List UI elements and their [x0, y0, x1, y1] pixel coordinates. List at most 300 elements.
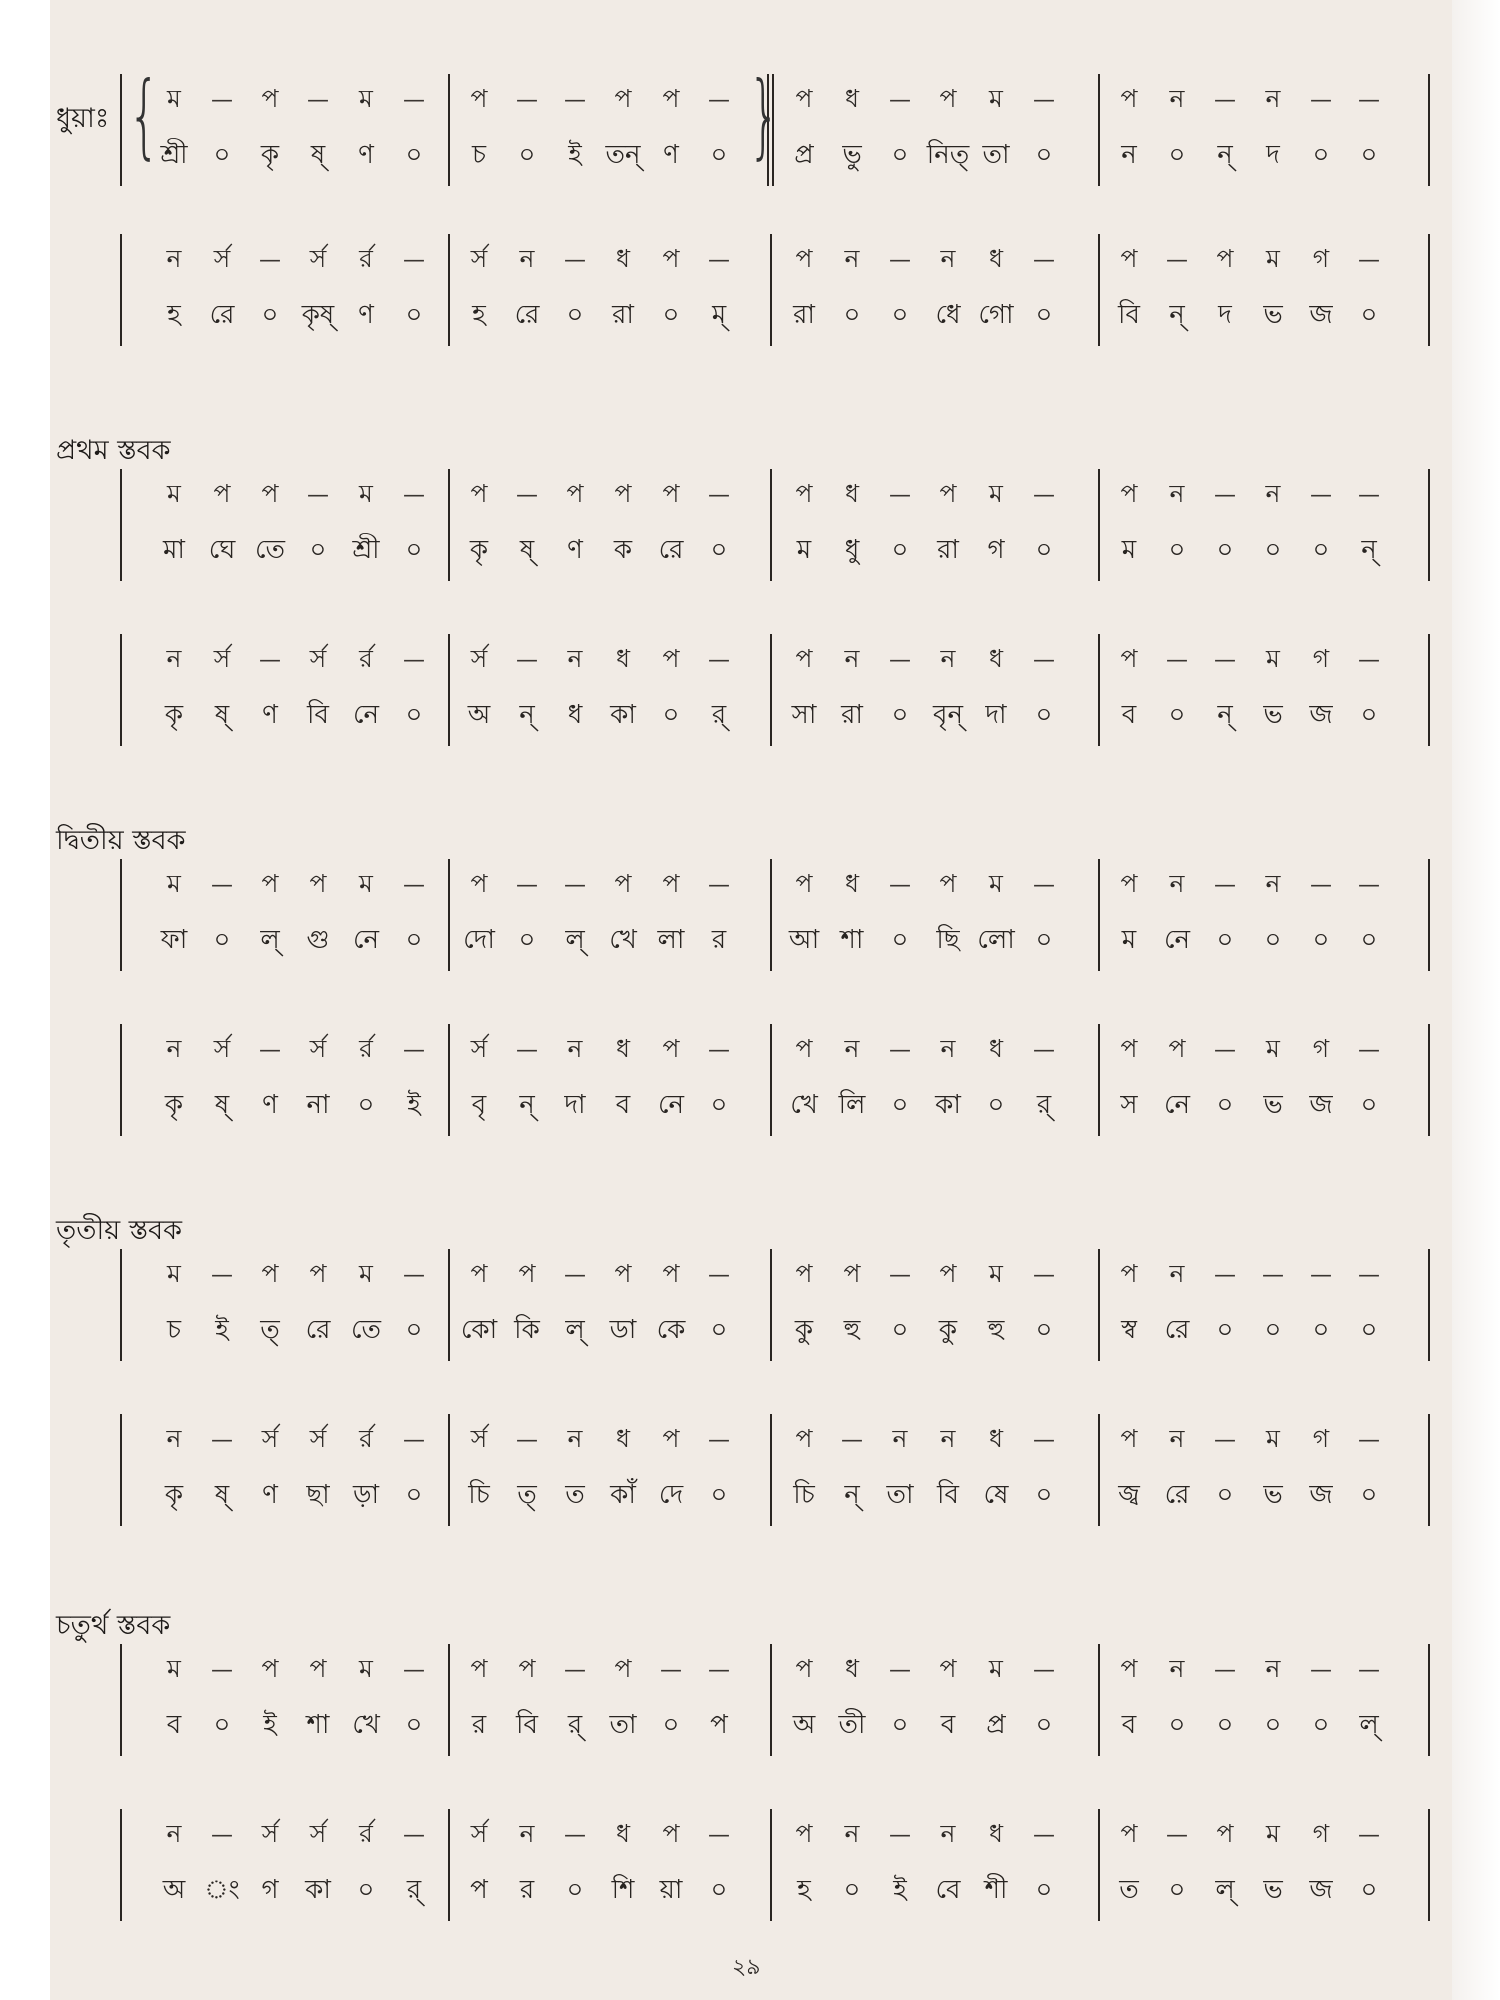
sustain-dash: —: [403, 1427, 425, 1453]
sustain-dash: —: [211, 1822, 233, 1848]
lyric-syllable: ০: [1216, 535, 1234, 565]
lyric-syllable: দা: [985, 700, 1007, 730]
sustain-dash: —: [889, 87, 911, 113]
swara-note: প: [614, 1258, 632, 1288]
swara-note: ধ: [988, 243, 1003, 273]
swara-note: ন: [519, 243, 535, 273]
sustain-dash: —: [1310, 1262, 1332, 1288]
lyric-syllable: ত্: [517, 1480, 537, 1510]
lyric-syllable: ম: [1121, 535, 1137, 565]
lyric-syllable: ০: [1168, 140, 1186, 170]
lyric-syllable: প্র: [794, 140, 814, 170]
lyric-syllable: নে: [1163, 1090, 1191, 1120]
swara-note: র্স: [213, 243, 231, 273]
swara-note: র্স: [309, 1033, 327, 1063]
barline: [770, 234, 772, 346]
lyric-syllable: চ: [166, 1315, 182, 1345]
lyric-syllable: ০: [710, 1480, 728, 1510]
sustain-dash: —: [1166, 647, 1188, 673]
swara-note: ধ: [844, 1653, 859, 1683]
swara-note: প: [518, 1258, 536, 1288]
lyric-syllable: ০: [891, 300, 909, 330]
lyric-syllable: বে: [935, 1875, 961, 1905]
barline: [1428, 1414, 1430, 1526]
sustain-dash: —: [564, 1657, 586, 1683]
lyric-syllable: ০: [1264, 1710, 1282, 1740]
swara-note: ন: [1265, 478, 1281, 508]
sustain-dash: —: [403, 1037, 425, 1063]
swara-note: ম: [989, 478, 1003, 508]
lyric-syllable: চি: [468, 1480, 490, 1510]
swara-note: প: [1120, 1258, 1138, 1288]
lyric-syllable: ০: [1035, 925, 1053, 955]
lyric-syllable: ০: [1312, 140, 1330, 170]
sustain-dash: —: [1358, 1657, 1380, 1683]
sustain-dash: —: [1033, 647, 1055, 673]
swara-note: ন: [1169, 868, 1185, 898]
swara-note: ম: [359, 83, 373, 113]
sustain-dash: —: [841, 1427, 863, 1453]
sustain-dash: —: [1033, 872, 1055, 898]
section-heading: তৃতীয় স্তবক: [56, 1215, 183, 1246]
lyric-syllable: প: [710, 1710, 728, 1740]
lyric-syllable: তে: [254, 535, 286, 565]
swara-note: প: [1120, 478, 1138, 508]
lyric-syllable: রে: [305, 1315, 331, 1345]
section-heading: প্রথম স্তবক: [56, 435, 171, 466]
lyric-syllable: হ: [472, 300, 486, 330]
lyric-syllable: ড়া: [352, 1480, 380, 1510]
lyric-syllable: ০: [1168, 700, 1186, 730]
swara-note: র্র: [359, 1423, 373, 1453]
sustain-dash: —: [1033, 1262, 1055, 1288]
barline: [1428, 469, 1430, 581]
sustain-dash: —: [889, 1262, 911, 1288]
swara-note: র্স: [261, 1423, 279, 1453]
lyric-syllable: ণ: [663, 140, 679, 170]
sustain-dash: —: [1214, 1427, 1236, 1453]
sustain-dash: —: [259, 247, 281, 273]
sustain-dash: —: [516, 872, 538, 898]
swara-note: প: [939, 478, 957, 508]
swara-note: প: [261, 478, 279, 508]
lyric-syllable: গ: [261, 1875, 279, 1905]
lyric-syllable: ০: [843, 1875, 861, 1905]
swara-note: প: [662, 1818, 680, 1848]
lyric-syllable: ০: [566, 1875, 584, 1905]
lyric-syllable: ০: [1035, 700, 1053, 730]
swara-note: প: [261, 868, 279, 898]
swara-note: প: [261, 1258, 279, 1288]
swara-note: গ: [1312, 1423, 1330, 1453]
swara-note: ম: [359, 1258, 373, 1288]
barline: [1428, 859, 1430, 971]
lyric-syllable: ল্: [565, 925, 585, 955]
lyric-syllable: ন্: [1169, 300, 1185, 330]
swara-note: প: [470, 1653, 488, 1683]
right-brace: }: [748, 62, 781, 169]
swara-note: প: [662, 243, 680, 273]
lyric-syllable: ই: [568, 140, 582, 170]
left-brace: {: [128, 62, 161, 169]
lyric-syllable: ০: [309, 535, 327, 565]
swara-note: ধ: [844, 868, 859, 898]
swara-note: ন: [166, 1818, 182, 1848]
sustain-dash: —: [211, 1657, 233, 1683]
lyric-syllable: খে: [352, 1710, 380, 1740]
lyric-syllable: ০: [1216, 1710, 1234, 1740]
lyric-syllable: নে: [657, 1090, 685, 1120]
sustain-dash: —: [1358, 1822, 1380, 1848]
lyric-syllable: ০: [1360, 300, 1378, 330]
lyric-syllable: বি: [307, 700, 329, 730]
lyric-syllable: ০: [662, 700, 680, 730]
swara-note: ধ: [988, 643, 1003, 673]
lyric-syllable: ০: [566, 300, 584, 330]
lyric-syllable: ভ: [1263, 700, 1283, 730]
sustain-dash: —: [564, 247, 586, 273]
lyric-syllable: ঘে: [208, 535, 236, 565]
swara-note: ম: [167, 1653, 181, 1683]
swara-note: প: [795, 1423, 813, 1453]
swara-note: ম: [989, 868, 1003, 898]
lyric-syllable: ০: [1360, 1480, 1378, 1510]
lyric-syllable: ০: [1360, 700, 1378, 730]
barline: [770, 469, 772, 581]
swara-note: প: [261, 83, 279, 113]
lyric-syllable: গ: [987, 535, 1005, 565]
sustain-dash: —: [1310, 1657, 1332, 1683]
swara-note: ন: [1265, 83, 1281, 113]
lyric-syllable: ষ্: [214, 1090, 230, 1120]
lyric-syllable: ষে: [983, 1480, 1009, 1510]
lyric-syllable: কে: [656, 1315, 686, 1345]
section-heading: দ্বিতীয় স্তবক: [56, 825, 186, 856]
swara-note: ন: [1169, 83, 1185, 113]
swara-note: র্র: [359, 243, 373, 273]
swara-note: ন: [940, 643, 956, 673]
swara-note: ন: [940, 1033, 956, 1063]
sustain-dash: —: [1310, 482, 1332, 508]
lyric-syllable: ০: [891, 925, 909, 955]
sustain-dash: —: [1310, 87, 1332, 113]
lyric-syllable: শী: [984, 1875, 1008, 1905]
barline: [448, 859, 450, 971]
swara-note: প: [795, 478, 813, 508]
barline: [448, 1249, 450, 1361]
swara-note: গ: [1312, 243, 1330, 273]
lyric-syllable: আ: [788, 925, 820, 955]
lyric-syllable: ০: [405, 535, 423, 565]
swara-note: প: [470, 868, 488, 898]
lyric-syllable: রে: [1164, 1315, 1190, 1345]
swara-note: প: [1168, 1033, 1186, 1063]
swara-note: ন: [844, 643, 860, 673]
sustain-dash: —: [1358, 247, 1380, 273]
sustain-dash: —: [1033, 1657, 1055, 1683]
barline: [770, 1809, 772, 1921]
swara-note: গ: [1312, 1033, 1330, 1063]
swara-note: ধ: [988, 1033, 1003, 1063]
lyric-syllable: ষ্: [214, 700, 230, 730]
sustain-dash: —: [1214, 1262, 1236, 1288]
lyric-syllable: ছি: [936, 925, 960, 955]
sustain-dash: —: [708, 1822, 730, 1848]
swara-note: প: [795, 1033, 813, 1063]
swara-note: প: [662, 83, 680, 113]
swara-note: ন: [844, 1033, 860, 1063]
lyric-syllable: ০: [1312, 1710, 1330, 1740]
barline: [448, 234, 450, 346]
lyric-syllable: খে: [790, 1090, 818, 1120]
sustain-dash: —: [403, 647, 425, 673]
lyric-syllable: বি: [937, 1480, 959, 1510]
barline: [1098, 1024, 1100, 1136]
swara-note: প: [566, 478, 584, 508]
swara-note: প: [261, 1653, 279, 1683]
section-heading: চতুর্থ স্তবক: [56, 1610, 171, 1641]
swara-note: ধ: [615, 643, 630, 673]
lyric-syllable: কা: [610, 700, 636, 730]
swara-note: ন: [1169, 1258, 1185, 1288]
swara-note: ন: [1169, 1423, 1185, 1453]
lyric-syllable: ন্: [1217, 700, 1233, 730]
page-edge: [1452, 0, 1500, 2000]
lyric-syllable: ০: [1360, 925, 1378, 955]
lyric-syllable: র: [471, 1710, 487, 1740]
lyric-syllable: নে: [352, 700, 380, 730]
swara-note: ন: [166, 243, 182, 273]
lyric-syllable: শা: [306, 1710, 330, 1740]
sustain-dash: —: [1166, 1822, 1188, 1848]
lyric-syllable: ০: [357, 1090, 375, 1120]
lyric-syllable: কৃষ্: [301, 300, 335, 330]
sustain-dash: —: [1214, 87, 1236, 113]
sustain-dash: —: [259, 647, 281, 673]
lyric-syllable: ণ: [358, 140, 374, 170]
barline: [1428, 74, 1430, 186]
swara-note: প: [795, 643, 813, 673]
sustain-dash: —: [211, 1262, 233, 1288]
barline: [1428, 1024, 1430, 1136]
swara-note: র্স: [309, 1818, 327, 1848]
barline: [1428, 1249, 1430, 1361]
barline: [1428, 1644, 1430, 1756]
lyric-syllable: চ: [471, 140, 487, 170]
swara-note: প: [1120, 1653, 1138, 1683]
sustain-dash: —: [708, 87, 730, 113]
swara-note: প: [309, 1258, 327, 1288]
barline: [448, 634, 450, 746]
barline: [1098, 1644, 1100, 1756]
sustain-dash: —: [1358, 1262, 1380, 1288]
sustain-dash: —: [516, 87, 538, 113]
lyric-syllable: ই: [215, 1315, 229, 1345]
lyric-syllable: ০: [1035, 300, 1053, 330]
lyric-syllable: ন: [1121, 140, 1137, 170]
swara-note: প: [843, 1258, 861, 1288]
lyric-syllable: ণ: [262, 700, 278, 730]
lyric-syllable: তে: [350, 1315, 382, 1345]
sustain-dash: —: [516, 647, 538, 673]
lyric-syllable: গো: [978, 300, 1014, 330]
lyric-syllable: অ: [792, 1710, 816, 1740]
sustain-dash: —: [307, 482, 329, 508]
swara-note: প: [662, 1423, 680, 1453]
lyric-syllable: লি: [838, 1090, 866, 1120]
lyric-syllable: তন্: [605, 140, 641, 170]
barline: [120, 1414, 122, 1526]
lyric-syllable: ষ্: [214, 1480, 230, 1510]
lyric-syllable: ন্: [1361, 535, 1377, 565]
swara-note: ধ: [615, 1818, 630, 1848]
sustain-dash: —: [708, 872, 730, 898]
lyric-syllable: শ্রী: [160, 140, 188, 170]
swara-note: প: [662, 1258, 680, 1288]
lyric-syllable: ০: [1168, 1710, 1186, 1740]
lyric-syllable: ণ: [567, 535, 583, 565]
lyric-syllable: সা: [791, 700, 817, 730]
barline: [1098, 859, 1100, 971]
lyric-syllable: হ: [797, 1875, 811, 1905]
lyric-syllable: ০: [261, 300, 279, 330]
lyric-syllable: তা: [982, 140, 1010, 170]
lyric-syllable: ক: [613, 535, 633, 565]
swara-note: প: [518, 1653, 536, 1683]
swara-note: প: [795, 1258, 813, 1288]
swara-note: ধ: [988, 1423, 1003, 1453]
sustain-dash: —: [564, 1262, 586, 1288]
barline: [770, 1414, 772, 1526]
lyric-syllable: ষ্: [310, 140, 326, 170]
barline: [1098, 469, 1100, 581]
sustain-dash: —: [1358, 1037, 1380, 1063]
swara-note: ধ: [615, 1423, 630, 1453]
lyric-syllable: স্ব: [1121, 1315, 1137, 1345]
lyric-syllable: ০: [891, 1090, 909, 1120]
lyric-syllable: ০: [1360, 1315, 1378, 1345]
barline: [120, 634, 122, 746]
barline: [770, 1249, 772, 1361]
swara-note: ধ: [844, 478, 859, 508]
sustain-dash: —: [211, 1427, 233, 1453]
lyric-syllable: ন্: [1217, 140, 1233, 170]
swara-note: ধ: [844, 83, 859, 113]
sustain-dash: —: [403, 482, 425, 508]
lyric-syllable: ০: [662, 1710, 680, 1740]
lyric-syllable: ই: [263, 1710, 277, 1740]
lyric-syllable: তা: [886, 1480, 914, 1510]
swara-note: ন: [519, 1818, 535, 1848]
swara-note: প: [939, 1258, 957, 1288]
lyric-syllable: ০: [1216, 925, 1234, 955]
lyric-syllable: কো: [460, 1315, 498, 1345]
lyric-syllable: ০: [405, 1315, 423, 1345]
lyric-syllable: হ: [167, 300, 181, 330]
swara-note: র্র: [359, 643, 373, 673]
lyric-syllable: ল্: [260, 925, 280, 955]
swara-note: প: [795, 83, 813, 113]
lyric-syllable: ষ্: [519, 535, 535, 565]
barline: [120, 1809, 122, 1921]
swara-note: ন: [166, 1033, 182, 1063]
lyric-syllable: ০: [710, 535, 728, 565]
swara-note: ন: [1265, 1653, 1281, 1683]
swara-note: র্স: [309, 1423, 327, 1453]
lyric-syllable: ই: [893, 1875, 907, 1905]
barline: [1098, 1809, 1100, 1921]
lyric-syllable: ০: [1312, 1315, 1330, 1345]
lyric-syllable: ত: [1119, 1875, 1139, 1905]
swara-note: প: [795, 1653, 813, 1683]
lyric-syllable: বি: [1118, 300, 1140, 330]
swara-note: ন: [844, 243, 860, 273]
swara-note: প: [662, 1033, 680, 1063]
sustain-dash: —: [516, 1037, 538, 1063]
barline: [120, 859, 122, 971]
barline: [120, 1024, 122, 1136]
swara-note: ন: [567, 1033, 583, 1063]
lyric-syllable: রে: [1164, 1480, 1190, 1510]
lyric-syllable: ০: [891, 140, 909, 170]
lyric-syllable: র্: [1036, 1090, 1052, 1120]
swara-note: ম: [167, 868, 181, 898]
swara-note: ম: [989, 1258, 1003, 1288]
lyric-syllable: অ: [162, 1875, 186, 1905]
lyric-syllable: ০: [405, 140, 423, 170]
swara-note: ন: [1169, 478, 1185, 508]
lyric-syllable: ফা: [160, 925, 188, 955]
sustain-dash: —: [1310, 872, 1332, 898]
swara-note: প: [1120, 1423, 1138, 1453]
barline: [1098, 234, 1100, 346]
lyric-syllable: ন্: [519, 1090, 535, 1120]
swara-note: প: [662, 643, 680, 673]
swara-note: ন: [567, 1423, 583, 1453]
lyric-syllable: কৃ: [164, 1090, 184, 1120]
sustain-dash: —: [1358, 647, 1380, 673]
sustain-dash: —: [1214, 647, 1236, 673]
barline: [1098, 74, 1100, 186]
sustain-dash: —: [1033, 482, 1055, 508]
lyric-syllable: স: [1120, 1090, 1138, 1120]
swara-note: ন: [940, 1423, 956, 1453]
barline: [448, 1024, 450, 1136]
swara-note: ম: [1266, 643, 1280, 673]
lyric-syllable: রে: [658, 535, 684, 565]
lyric-syllable: ধ: [567, 700, 583, 730]
sustain-dash: —: [1358, 872, 1380, 898]
sustain-dash: —: [211, 87, 233, 113]
swara-note: প: [470, 1258, 488, 1288]
lyric-syllable: নিত্: [926, 140, 970, 170]
lyric-syllable: ০: [1216, 1480, 1234, 1510]
sustain-dash: —: [708, 647, 730, 673]
lyric-syllable: ০: [843, 300, 861, 330]
lyric-syllable: ভ: [1263, 1480, 1283, 1510]
barline: [1098, 1414, 1100, 1526]
lyric-syllable: লা: [657, 925, 685, 955]
sustain-dash: —: [1033, 1822, 1055, 1848]
lyric-syllable: ত্: [260, 1315, 280, 1345]
lyric-syllable: কু: [938, 1315, 958, 1345]
barline: [1428, 1809, 1430, 1921]
lyric-syllable: ০: [891, 700, 909, 730]
sustain-dash: —: [1214, 1037, 1236, 1063]
swara-note: প: [614, 1653, 632, 1683]
barline: [448, 74, 450, 186]
swara-note: র্স: [261, 1818, 279, 1848]
